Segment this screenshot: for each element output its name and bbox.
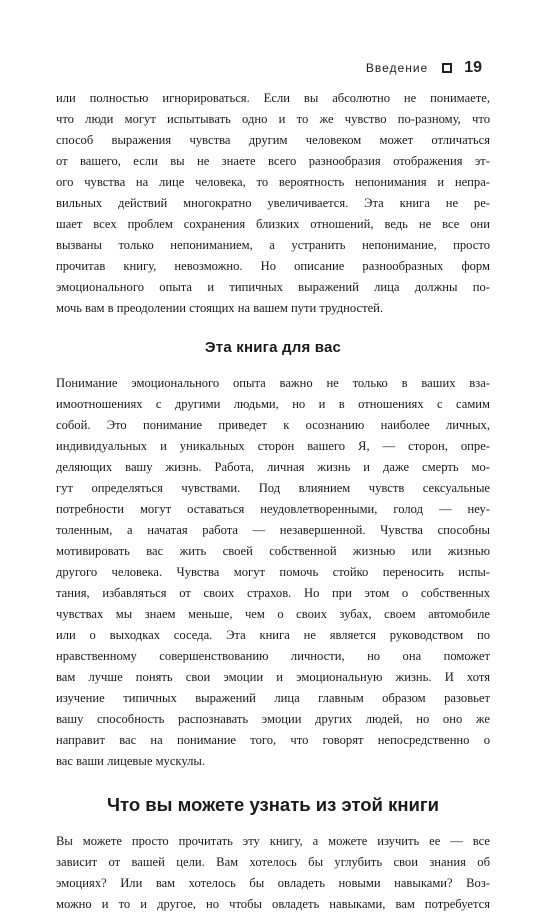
- text-line: мотивировать вас жить своей собственной жизнью или жизнью: [56, 544, 490, 558]
- text-line: направит вас на понимание того, что говорят непосредственно о: [56, 733, 490, 747]
- text-line: другого человека. Чувства могут помочь стойко переносить испы-: [56, 565, 490, 579]
- header-section-title: Введение: [365, 61, 429, 75]
- text-line: прочитав книгу, невозможно. Но описание разнообразных форм: [56, 259, 490, 273]
- text-line: вам лучше понять свои эмоции и эмоциональную жизнь. И хотя: [56, 670, 490, 684]
- text-line: Вы можете просто прочитать эту книгу, а можете изучить ее — все: [56, 834, 490, 848]
- text-line: можно и то и другое, но чтобы овладеть навыками, вам потребуется: [56, 897, 490, 911]
- paragraph-for-you: [56, 373, 490, 772]
- text-line: или о выходках соседа. Эта книга не является руководством по: [56, 628, 490, 642]
- text-line: что люди могут испытывать одно и то же чувство по-разному, что: [56, 112, 490, 126]
- text-line: собой. Это понимание приведет к осознанию наиболее личных,: [56, 418, 490, 432]
- running-header: [56, 55, 482, 81]
- text-line: Понимание эмоционального опыта важно не только в ваших вза-: [56, 376, 490, 390]
- chapter-heading: Что вы можете узнать из этой книги: [107, 794, 439, 815]
- text-line: гут определяться чувствами. Под влиянием чувств сексуальные: [56, 481, 490, 495]
- text-line: деляющих вашу жизнь. Работа, личная жизнь и даже смерть мо-: [56, 460, 490, 474]
- text-line: способ выражения чувства другим человеком может отличаться: [56, 133, 490, 147]
- text-line: вас ваши лицевые мускулы.: [56, 754, 205, 768]
- text-line: шает всех проблем сохранения близких отношений, ведь не все они: [56, 217, 490, 231]
- text-line: эмоционального опыта и типичных выражений лица должны по-: [56, 280, 490, 294]
- text-line: толенным, а начатая работа — незавершенной. Чувства способны: [56, 523, 490, 537]
- text-line: вызваны только непониманием, а устранить непонимание, просто: [56, 238, 490, 252]
- text-line: или полностью игнорироваться. Если вы абсолютно не понимаете,: [56, 91, 490, 105]
- text-line: вашу способность распознавать эмоции других людей, но оно же: [56, 712, 490, 726]
- paragraph-intro: [56, 88, 490, 319]
- paragraph-learn: [56, 831, 490, 915]
- text-line: мочь вам в преодолении стоящих на вашем пути трудностей.: [56, 301, 384, 315]
- text-line: нравственному совершенствованию личности, но она поможет: [56, 649, 490, 663]
- text-line: чувствах мы знаем меньше, чем о своих зубах, своем автомобиле: [56, 607, 490, 621]
- section-heading: Эта книга для вас: [204, 339, 342, 356]
- text-line: изучение типичных выражений лица главным образом разовьет: [56, 691, 490, 705]
- text-line: индивидуальных и уникальных сторон вашего Я, — сторон, опре-: [56, 439, 490, 453]
- text-line: эмоциях? Или вам хотелось бы овладеть новыми навыками? Воз-: [56, 876, 490, 890]
- text-line: ого чувства на лице человека, то вероятность непонимания и непра-: [56, 175, 490, 189]
- text-line: вильных действий многократно увеличивается. Эта книга не ре-: [56, 196, 490, 210]
- page-number: 19: [464, 59, 482, 76]
- text-line: тания, избавляться от своих страхов. Но при этом о собственных: [56, 586, 490, 600]
- text-line: имоотношениях с другими людьми, но и в отношениях с самим: [56, 397, 490, 411]
- text-line: потребности могут оставаться неудовлетворенными, голод — неу-: [56, 502, 490, 516]
- page-body: [56, 88, 490, 915]
- square-bullet-icon: [442, 63, 452, 73]
- text-line: от вашего, если вы не знаете всего разнообразия отображения эт-: [56, 154, 490, 168]
- text-line: зависит от вашей цели. Вам хотелось бы углубить свои знания об: [56, 855, 490, 869]
